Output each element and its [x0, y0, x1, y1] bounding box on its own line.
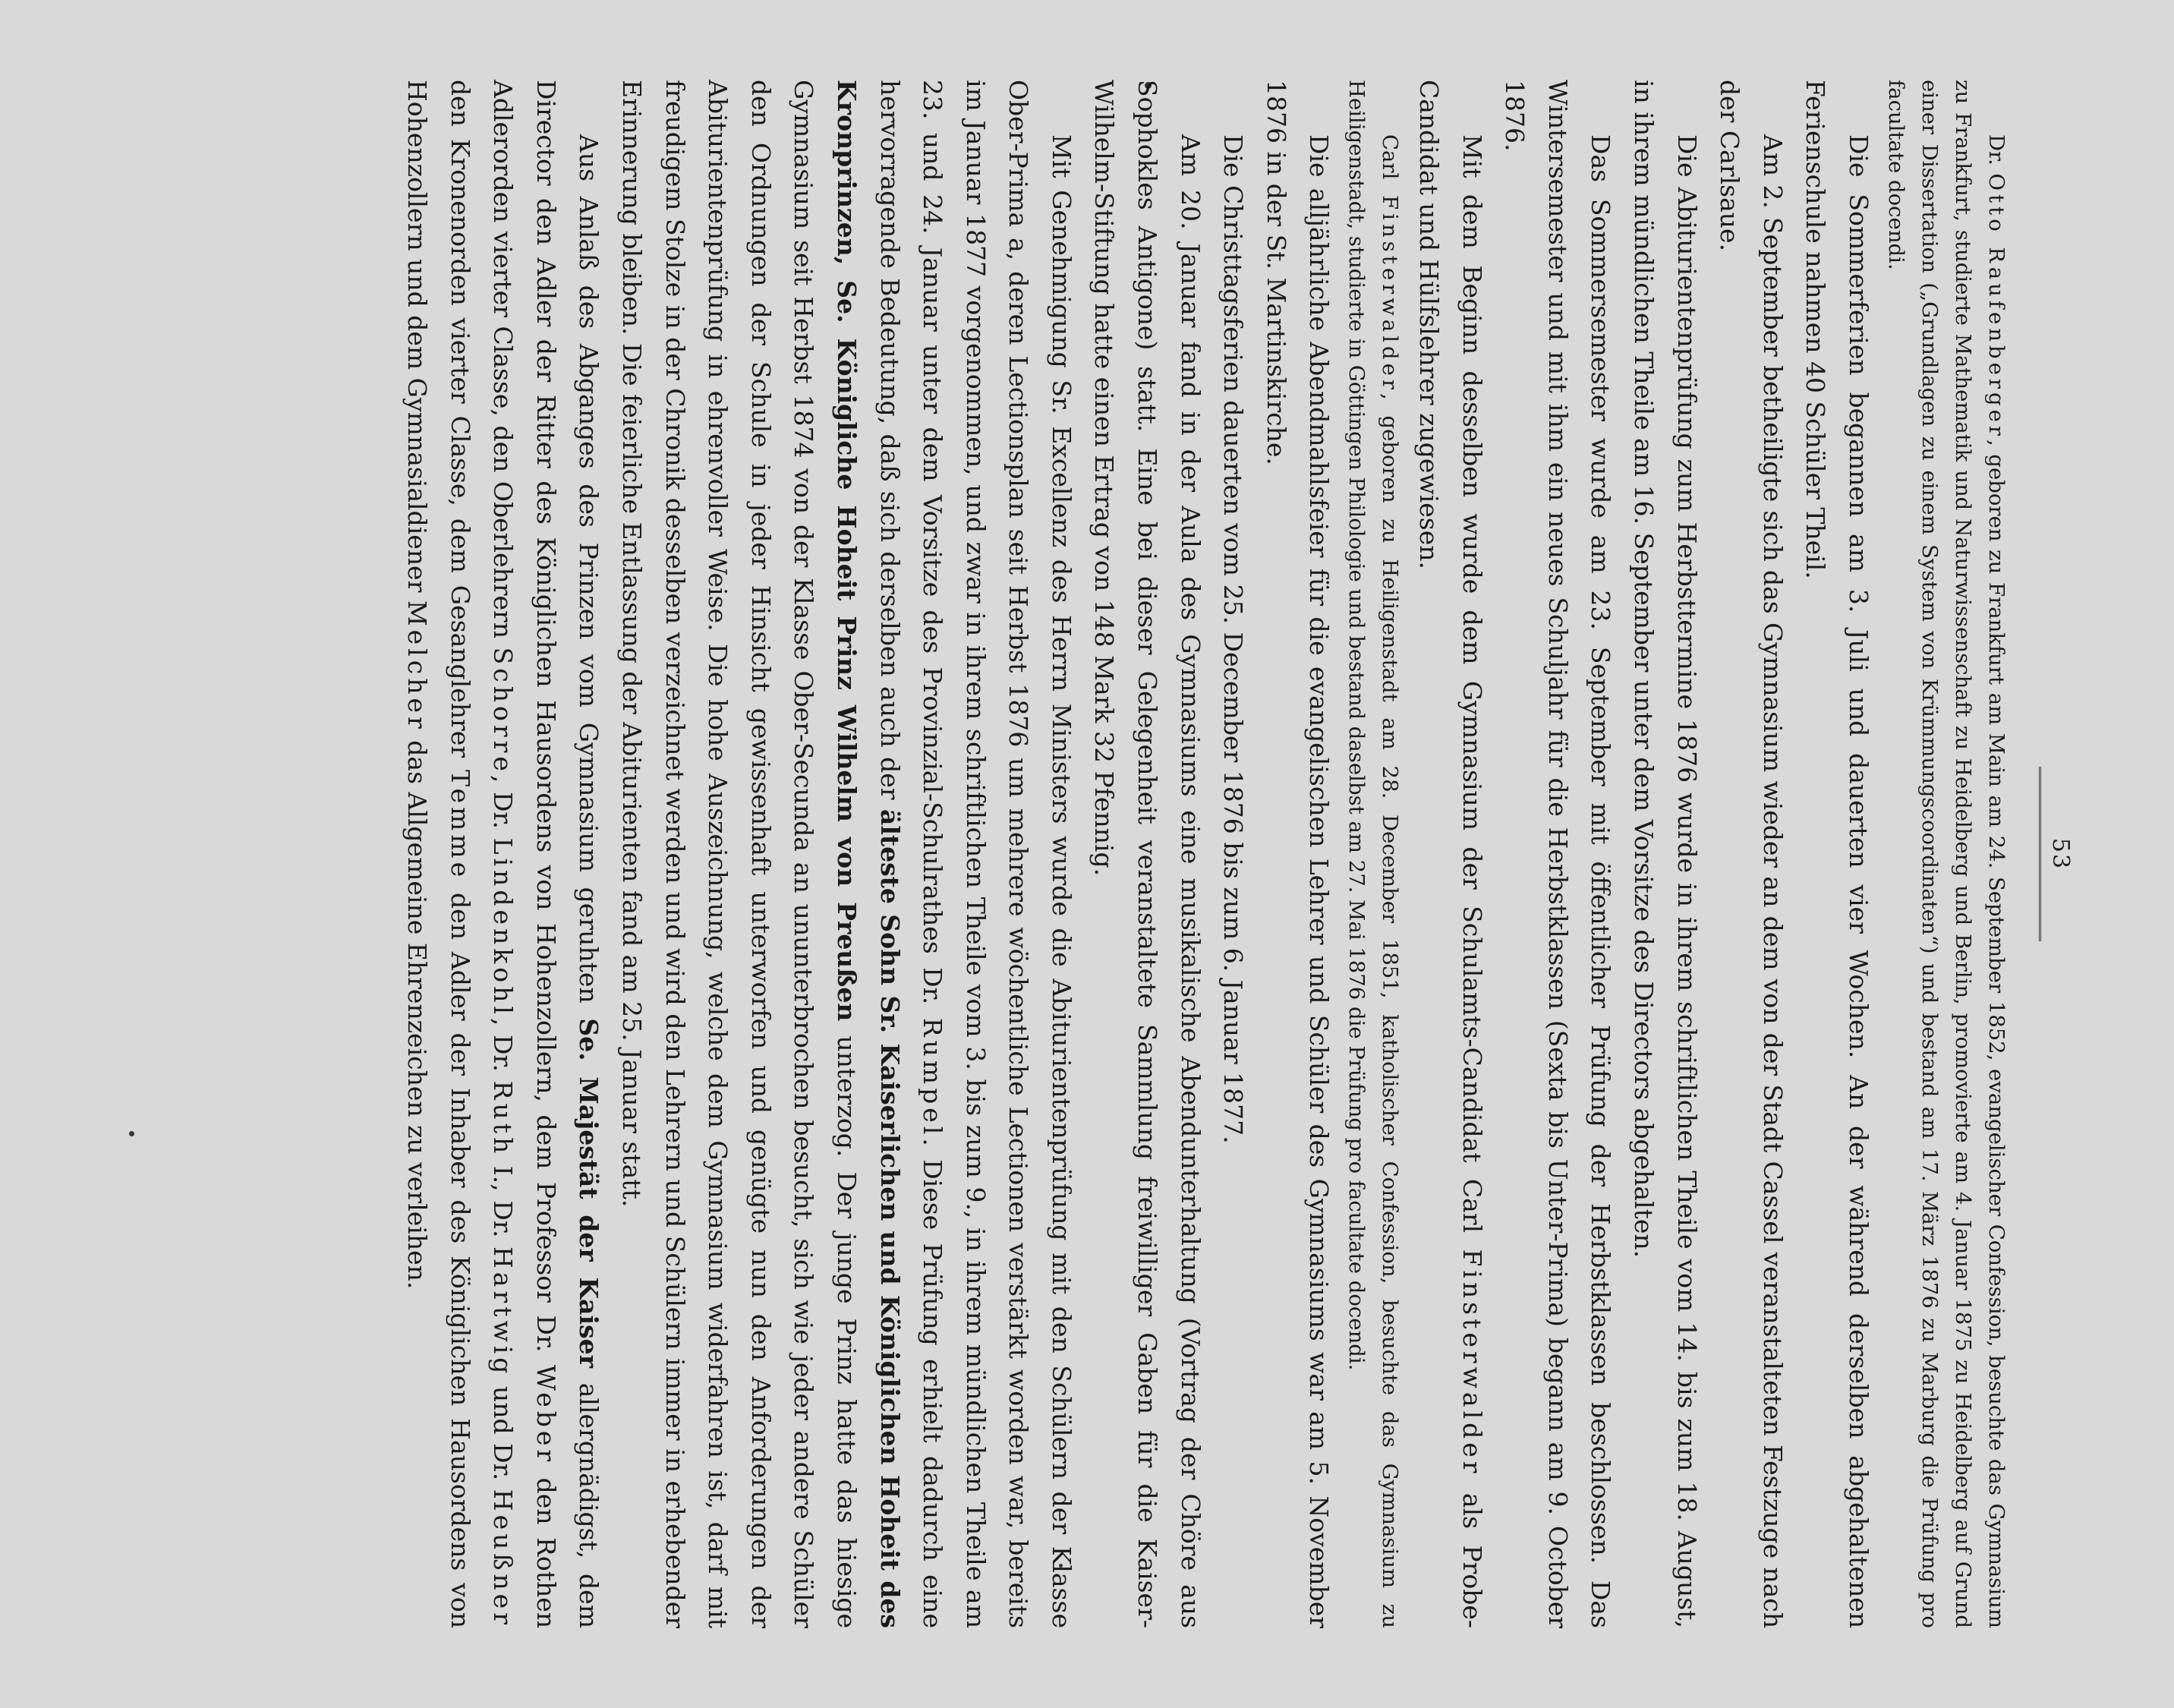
- text-run: Aus Anlaß des Abganges des Prinzen vom Gymnasium geruhten: [574, 134, 604, 1019]
- name-spaced: Hartwig: [488, 1246, 518, 1378]
- name-spaced: Otto Raufenberger: [1984, 173, 2009, 440]
- paragraph: [1340, 80, 1407, 1628]
- text-run: , Dr.: [488, 1017, 518, 1081]
- text-run: . Diese Prüfung erhielt dadurch eine hervorragende Bedeutung, daß sich derselben auch der: [874, 80, 948, 1628]
- name-spaced: Heußner: [488, 1489, 518, 1628]
- paragraph: [1708, 80, 1794, 1628]
- text-run: , geboren zu Frankfurt am Main am 24. September 1852, evangelischer Confession, besuchte das Gymnasium zu Frankfurt, studierte Mathematik und Naturwissenschaft zu Heidelberg und Berlin, promovierte am 4. Januar 1875 zu Heidelberg auf Grund einer Dissertation („Grundlagen zu einem System von Krümmungscoordinaten“) und bestand am 17. März 1876 zu Marburg die Prüfung pro facultate docendi.: [1884, 80, 2009, 1629]
- name-spaced: Melcher: [402, 600, 432, 733]
- paragraph: [610, 80, 1082, 1628]
- text-run: I., Dr.: [488, 1157, 518, 1246]
- header-rule: [2039, 767, 2041, 941]
- name-spaced: Schorre: [488, 647, 518, 775]
- text-run: unterzog. Der junge Prinz hatte das hiesige Gymnasium seit Herbst 1874 von der Klasse Ober-Secunda an ununterbrochen besucht, sich wie jeder andere Schüler den Ordnungen der Schule in jeder Hinsicht gewissenhaft unterworfen und genügte nun den Anforderungen der Abiturientenprüfung in ehrenvoller Weise. Die hohe Auszeichnung, welche dem Gymnasium widerfahren ist, darf mit freudigem Stolze in der Chronik desselben verzeichnet werden und wird den Lehrern und Schülern immer in erhebender Erinnerung bleiben. Die feierliche Entlassung der Abiturienten fand am 25. Januar statt.: [616, 80, 862, 1629]
- text-run: als Probe-Candidat und Hülfslehrer zugewiesen.: [1414, 80, 1487, 1629]
- text-run: das Allgemeine Ehrenzeichen zu verleihen.: [402, 732, 432, 1290]
- name-spaced: Ruth: [488, 1080, 518, 1158]
- text-run: Dr.: [1984, 134, 2009, 174]
- page-body: [395, 80, 2013, 1628]
- name-spaced: Rumpel: [918, 1017, 948, 1139]
- text-run: , Dr.: [488, 774, 518, 838]
- text-run: Das Sommersemester wurde am 23. September mit öffentlicher Prüfung der Herbstklassen beschlossen. Das Wintersemester und mit ihm ein neues Schuljahr für die Herbstklassen (Sexta bis Unter-Prima) begann am 9. October 1876.: [1500, 80, 1616, 1628]
- text-run: Carl: [1378, 134, 1403, 196]
- paragraph: [1493, 80, 1622, 1628]
- text-run: den Rothen Adlerorden vierter Classe, den Oberlehrern: [488, 80, 561, 1628]
- text-run: Die alljährliche Abendmahlsfeier für die evangelischen Lehrer und Schüler des Gymnasiums war am 5. November 1876 in der St. Martinskirche.: [1261, 80, 1334, 1628]
- paragraph: [1211, 80, 1255, 1628]
- text-run: Mit dem Beginn desselben wurde dem Gymnasium der Schulamts-Candidat Carl: [1457, 134, 1487, 1249]
- text-run: Die Christtagsferien dauerten vom 25. December 1876 bis zum 6. Januar 1877.: [1218, 134, 1249, 1144]
- bold-phrase: Se. Majestät der Kaiser: [574, 1018, 604, 1369]
- text-run: den Kronenorden vierter Classe, dem Gesanglehrer: [445, 80, 475, 770]
- document-page: [131, 65, 2074, 1643]
- paragraph: [1254, 80, 1340, 1628]
- paragraph: [1794, 80, 1879, 1628]
- name-spaced: Lindenkohl: [488, 837, 518, 1018]
- name-spaced: Finsterwalder: [1378, 195, 1403, 394]
- name-spaced: Finsterwalder: [1457, 1249, 1487, 1477]
- paragraph: [395, 80, 610, 1628]
- paragraph: [1621, 80, 1707, 1628]
- page-number: 53: [2047, 837, 2074, 871]
- paragraph: [1879, 80, 2013, 1628]
- text-run: Am 20. Januar fand in der Aula des Gymnasiums eine musikalische Abendunterhaltung (Vortrag der Chöre aus Sophokles Antigone) statt. Eine bei dieser Gelegenheit veranstaltete Sammlung freiwilliger Gaben für die Kaiser-Wilhelm-Stiftung hatte einen Ertrag von 148 Mark 32 Pfennig.: [1089, 80, 1205, 1628]
- paragraph: [1407, 80, 1492, 1628]
- text-run: und Dr.: [488, 1377, 518, 1489]
- bold-phrase: älteste Sohn Sr. Kaiserlichen und Königlichen Hoheit des Kronprinzen, Se. Königliche Hoheit Prinz Wilhelm von Preußen: [831, 80, 905, 1628]
- text-run: Mit Genehmigung Sr. Excellenz des Herrn Ministers wurde die Abiturientenprüfung mit den Schülern der Klasse Ober-Prima a, deren Lectionsplan seit Herbst 1876 um mehrere wöchentliche Lectionen verstärkt worden war, bereits im Januar 1877 vorgenommen, und zwar in ihrem schriftlichen Theile vom 3. bis zum 9., in ihrem mündlichen Theile am 23. und 24. Januar unter dem Vorsitze des Provinzial-Schulrathes Dr.: [918, 80, 1076, 1628]
- name-spaced: Weber: [531, 1364, 561, 1466]
- name-spaced: Temme: [445, 770, 475, 881]
- text-run: Die Abiturientenprüfung zum Herbsttermine 1876 wurde in ihrem schriftlichen Theile vom 14. bis zum 18. August, in ihrem mündlichen Theile am 16. September unter dem Vorsitze des Directors abgehalten.: [1629, 80, 1702, 1628]
- paragraph: [1082, 80, 1211, 1628]
- text-run: Die Sommerferien begannen am 3. Juli und dauerten vier Wochen. An der während derselben abgehaltenen Ferienschule nahmen 40 Schüler Theil.: [1801, 80, 1873, 1628]
- text-run: allergnädigst, dem Director den Adler der Ritter des Königlichen Hausordens von Hohenzollern, dem Professor Dr.: [531, 80, 604, 1628]
- text-run: Am 2. September betheiligte sich das Gymnasium wieder an dem von der Stadt Cassel veranstalteten Festzuge nach der Carlsaue.: [1715, 80, 1788, 1628]
- text-run: , geboren zu Heiligenstadt am 28. December 1851, katholischer Confession, besuchte das Gymnasium zu Heiligenstadt, studierte in Göttingen Philologie und bestand daselbst am 27. Mai 1876 die Prüfung pro facultate docendi.: [1344, 80, 1403, 1629]
- text-run: den Adler der Inhaber des Königlichen Hausordens von Hohenzollern und dem Gymnasialdiener: [402, 80, 475, 1629]
